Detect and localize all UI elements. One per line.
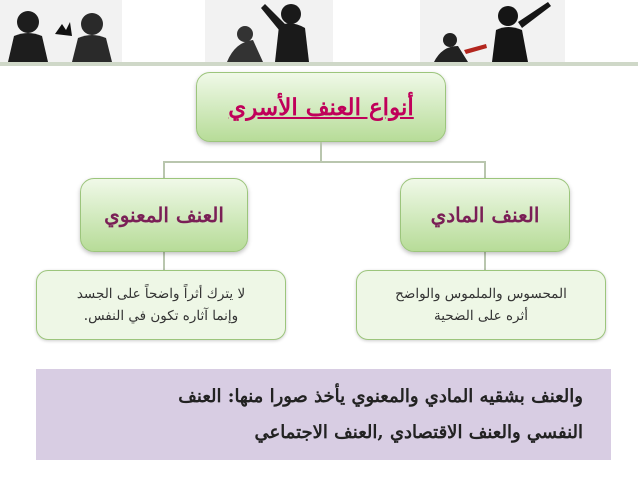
branch-title: العنف المادي [430, 203, 540, 227]
description-moral-violence [36, 270, 286, 340]
photo-strip-divider [0, 62, 638, 66]
connector-horizontal [163, 161, 486, 163]
connector-left-leaf [163, 252, 165, 270]
description-line: لا يترك أثراً واضحاً على الجسد [76, 286, 246, 302]
root-node [196, 72, 446, 142]
violence-photo-1-icon [0, 0, 122, 62]
branch-node-physical-violence [400, 178, 570, 252]
root-title: أنواع العنف الأسري [228, 93, 414, 121]
summary-band [36, 369, 611, 460]
summary-line: والعنف بشقيه المادي والمعنوي يأخذ صورا منها: العنف [178, 385, 583, 407]
violence-photo-2-icon [205, 0, 333, 62]
connector-root-stem [320, 142, 322, 162]
connector-left-drop [163, 161, 165, 179]
connector-right-leaf [484, 252, 486, 270]
branch-title: العنف المعنوي [104, 203, 224, 227]
description-line: وإنما آثاره تكون في النفس. [83, 308, 239, 324]
connector-right-drop [484, 161, 486, 179]
branch-node-moral-violence [80, 178, 248, 252]
description-line: أثره على الضحية [434, 308, 528, 324]
description-line: المحسوس والملموس والواضح [395, 286, 567, 302]
description-physical-violence [356, 270, 606, 340]
summary-line: النفسي والعنف الاقتصادي ,العنف الاجتماعي [254, 421, 583, 443]
photo-strip [0, 0, 638, 68]
violence-photo-3-icon [420, 0, 565, 62]
